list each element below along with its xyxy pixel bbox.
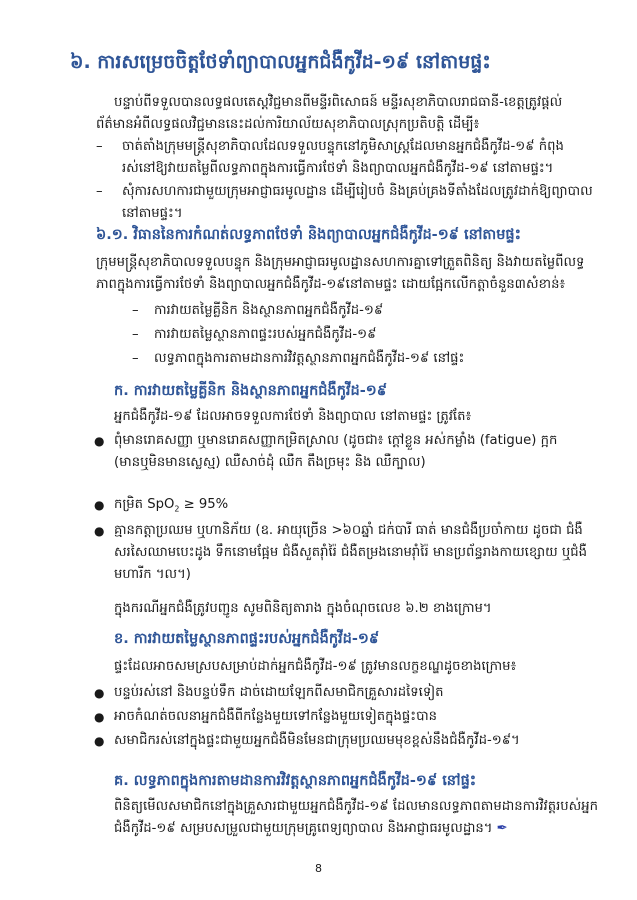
dash-marker: –: [132, 351, 139, 366]
subsection-heading-a: ក. ការវាយតម្លៃគ្លីនិក និងស្ថានភាពអ្នកជំងឺកូវីដ-១៩: [114, 383, 387, 399]
signature-mark: ✒: [496, 821, 508, 836]
bullet-marker: ●: [94, 434, 105, 448]
s61-item-1: – ការវាយតម្លៃគ្លីនិក និងស្ថានភាពអ្នកជំងឺកូវីដ-១៩: [132, 300, 592, 322]
sA-bullet-2: ● កម្រិត SpO$_2$ ≥ 95%: [94, 494, 594, 521]
dash-marker: –: [132, 327, 139, 342]
intro-item-2: – សុំការសហការជាមួយក្រុមអាជ្ញាធរមូលដ្ឋាន ដើម្បីរៀបចំ និងគ្រប់គ្រងទីតាំងដែលត្រូវដាក់ឱ្យព្យាបាលនៅតាមផ្ទះ។: [96, 181, 596, 225]
s61-item-2: – ការវាយតម្លៃស្ថានភាពផ្ទះរបស់អ្នកជំងឺកូវីដ-១៩: [132, 324, 592, 346]
sA-lead: អ្នកជំងឺកូវីដ-១៩ ដែលអាចទទួលការថែទាំ និងព្យាបាល នៅតាមផ្ទះ ត្រូវតែ៖: [114, 409, 472, 424]
sA-bullet-1: ● ពុំមានរោគសញ្ញា ឬមានរោគសញ្ញាកម្រិតស្រាល (ដូចជា៖ ក្ដៅខ្លួន អស់កម្លាំង (fatigue) ក្អក (មានឬមិនមានស្លេស្ម) ឈឺសាច់ដុំ ឈឺក តឹងច្រមុះ និង ឈឺក្បាល): [94, 430, 594, 474]
bullet-marker: ●: [94, 686, 105, 700]
sA-bullet-3: ● គ្មានកត្តាប្រឈម ឬហានិភ័យ (ឧ. អាយុច្រើន >៦០ឆ្នាំ ជក់បារី ធាត់ មានជំងឺប្រចាំកាយ ដូចជា ជំងឺសរសៃឈាមបេះដូង ទឹកនោមផ្អែម ជំងឺសួតរ៉ាំរ៉ៃ ជំងឺតម្រងនោមរ៉ាំរ៉ៃ មានប្រព័ន្ធរាងកាយខ្សោយ ឬជំងឺមហារីក ។ល។): [94, 520, 594, 586]
intro-paragraph: បន្ទាប់ពីទទួលបានលទ្ធផលតេស្តវិជ្ជមានពីមន្ទីរពិសោធន៍ មន្ទីរសុខាភិបាលរាជធានី-ខេត្តត្រូវផ្ដល់ព័ត៌មានអំពីលទ្ធផលវិជ្ជមាននេះដល់ការិយាល័យសុខាភិបាលស្រុកប្រតិបត្តិ ដើម្បី៖: [96, 95, 563, 132]
dash-marker: –: [96, 139, 103, 154]
bullet-marker: ●: [94, 734, 105, 748]
intro-item-1: – ចាត់តាំងក្រុមមន្ត្រីសុខាភិបាលដែលទទួលបន្ទុកនៅភូមិសាស្ត្រដែលមានអ្នកជំងឺកូវីដ-១៩ កំពុងរស់នៅឱ្យវាយតម្លៃពីលទ្ធភាពក្នុងការធ្វើការថែទាំ និងព្យាបាលអ្នកជំងឺកូវីដ-១៩ នៅតាមផ្ទះ។: [96, 136, 596, 180]
bullet-marker: ●: [94, 710, 105, 724]
bullet-marker: ●: [94, 498, 105, 512]
subsection-heading-b: ខ. ការវាយតម្លៃស្ថានភាពផ្ទះរបស់អ្នកជំងឺកូវីដ-១៩: [114, 631, 380, 647]
s61-paragraph: ក្រុមមន្ត្រីសុខាភិបាលទទួលបន្ទុក និងក្រុមអាជ្ញាធរមូលដ្ឋានសហការគ្នាទៅត្រួតពិនិត្យ និងវាយតម្លៃពីលទ្ធភាពក្នុងការធ្វើការថែទាំ និងព្យាបាលអ្នកជំងឺកូវីដ-១៩នៅតាមផ្ទះ ដោយផ្អែកលើកត្តាចំនួន៣សំខាន់៖: [96, 255, 585, 292]
dash-marker: –: [132, 303, 139, 318]
subsection-heading-c: គ. លទ្ធភាពក្នុងការតាមដានការវិវត្តស្ថានភាពអ្នកជំងឺកូវីដ-១៩ នៅផ្ទះ: [114, 773, 477, 789]
page-number: 8: [315, 862, 322, 875]
subsection-heading-6-1: ៦.១. វិធាននៃការកំណត់លទ្ធភាពថែទាំ និងព្យាបាលអ្នកជំងឺកូវីដ-១៩ នៅតាមផ្ទះ: [96, 227, 521, 243]
sA-note: ក្នុងករណីអ្នកជំងឺត្រូវបញ្ជូន សូមពិនិត្យតារាង ក្នុងចំណុចលេខ ៦.២ ខាងក្រោម។: [114, 601, 492, 616]
dash-marker: –: [96, 184, 103, 199]
section-heading-6: ៦. ការសម្រេចចិត្តថែទាំព្យាបាលអ្នកជំងឺកូវីដ-១៩ នៅតាមផ្ទះ: [70, 51, 491, 73]
sB-bullet-3: ● សមាជិករស់នៅក្នុងផ្ទះជាមួយអ្នកជំងឺមិនមែនជាក្រុមប្រឈមមុខខ្ពស់នឹងជំងឺកូវីដ-១៩។: [94, 730, 594, 752]
bullet-marker: ●: [94, 524, 105, 538]
sB-bullet-1: ● បន្ទប់រស់នៅ និងបន្ទប់ទឹក ដាច់ដោយឡែកពីសមាជិកគ្រួសារដទៃទៀត: [94, 682, 594, 704]
sB-bullet-2: ● អាចកំណត់ចលនាអ្នកជំងឺពីកន្លែងមួយទៅកន្លែងមួយទៀតក្នុងផ្ទះបាន: [94, 706, 594, 728]
sB-lead: ផ្ទះដែលអាចសមស្របសម្រាប់ដាក់អ្នកជំងឺកូវីដ-១៩ ត្រូវមានលក្ខខណ្ឌដូចខាងក្រោម៖: [114, 659, 517, 674]
s61-item-3: – លទ្ធភាពក្នុងការតាមដានការវិវត្តស្ថានភាពអ្នកជំងឺកូវីដ-១៩ នៅផ្ទះ: [132, 348, 592, 370]
sC-paragraph: ពិនិត្យមើលសមាជិកនៅក្នុងគ្រួសារជាមួយអ្នកជំងឺកូវីដ-១៩ ដែលមានលទ្ធភាពតាមដានការវិវត្តរបស់អ្នកជំងឺកូវីដ-១៩ សម្របសម្រួលជាមួយក្រុមគ្រូពេទ្យព្យាបាល និងអាជ្ញាធរមូលដ្ឋាន។ ✒: [114, 799, 598, 836]
